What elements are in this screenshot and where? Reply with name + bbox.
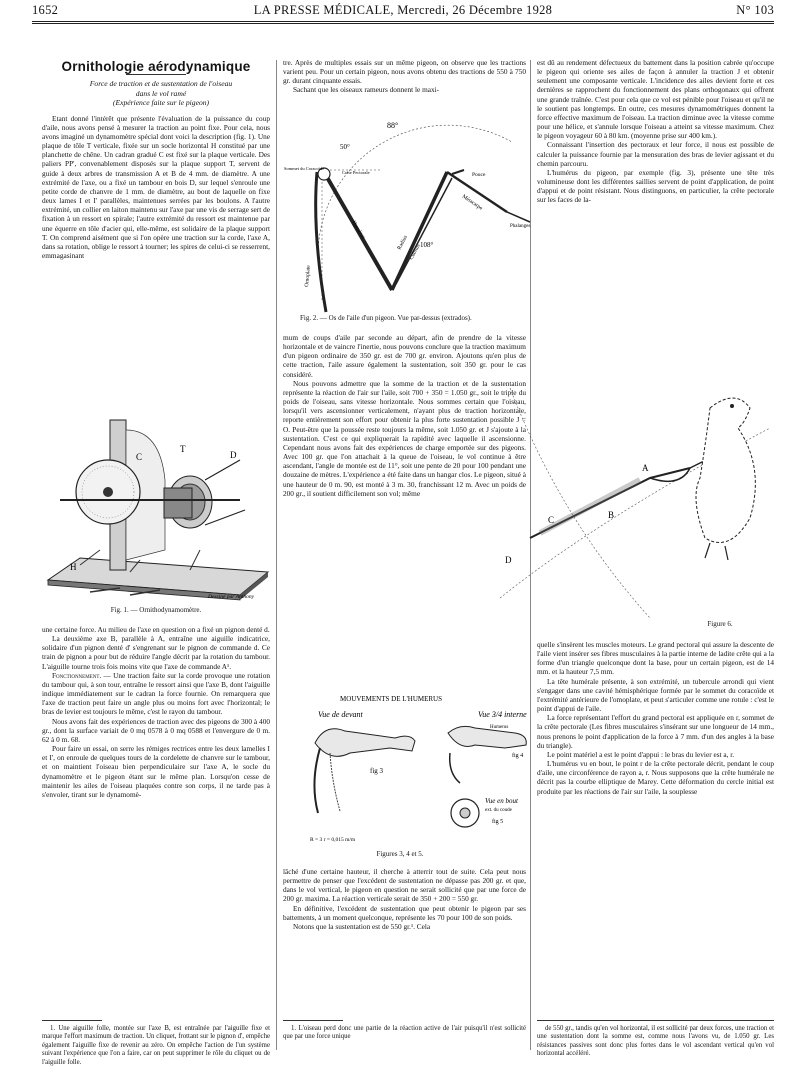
paragraph: Etant donné l'intérêt que présente l'évaluation de la puissance du coup d'aile, nous avons pensé à mesurer la traction au point fixe. Pour cela, nous avons imaginé un dynamomètre spécial dont voici la description (fig. 1). Une plaque de tôle T verticale, fixée sur un socle horizontal H constitué par une planchette de chêne. Un cadran gradué C est fixé sur la plaque verticale. Des paliers PP', convenablement disposés sur la plaque support T, servent de guide à deux arbres de transmission A et B de 4 mm. de diamètre. A une extrémité de l'axe, ou a fixé un tambour en bois D, sur lequel s'enroule une petite corde de chanvre de 1 mm. de diamètre, au bout de laquelle on fixe deux lames I et I' parallèles, maintenues serrées par les boulons. A l'autre extrémité, un collier en laiton maintenu sur l'axe par une vis de serrage sert de fixation à un ressort en spirale; l'autre extrémité du ressort est maintenue par une équerre en tôle d'acier qui, elle-même, est solidaire de la plaque support T. On comprend aisément que si l'on opère une traction sur la corde, l'axe A, dans sa rotation, oblige le ressort à tourner; les spires de celui-ci se resserrent, emmagasinant — [42, 113, 270, 260]
subtitle: (Expérience faite sur le pigeon) — [112, 98, 210, 108]
footnote-col1 — [42, 1025, 270, 1073]
paragraph: tre. Après de multiples essais sur un même pigeon, on observe que les tractions varient peu. Pour un certain pigeon, nous avons obtenu des tractions de 550 à 750 gr. durant cinquante essais. — [283, 58, 526, 86]
title-rule — [126, 74, 186, 75]
article-title: Ornithologie aérodynamique — [61, 59, 251, 74]
paragraph: mum de coups d'aile par seconde au départ, afin de prendre de la vitesse horizontale et de vaincre l'inertie, nous pouvons conclure que la traction maximum d'un pigeon ordinaire de 350 gr. est de 700 gr. environ. Ajoutons qu'en plus de cette traction, l'aile assure également la sustentation, soit 350 gr. pour le cas considéré. — [283, 333, 526, 379]
fig2-label-cubitus: Cubitus — [408, 243, 422, 261]
fig2-label-phalanges: Phalanges — [510, 224, 531, 229]
fig4-humerus-label: Humerus — [490, 725, 509, 730]
footnote: 1. Une aiguille folle, montée sur l'axe B, est entraînée par l'aiguille fixe et marque l'effort maximum de traction. Un cliquet, frottant sur le pignon d', empêche également l'aiguille fixe de revenir au zéro. On empêche l'action de l'un système suivant l'expérience que l'on a faire, car on peut supprimer le rôle du cliquet ou de l'aiguille folle. — [42, 1025, 270, 1066]
section-label: Fonctionnement. — [52, 670, 102, 680]
paragraph: une certaine force. Au milieu de l'axe en question on a fixé un pignon denté d. — [42, 625, 270, 634]
paragraph: lâché d'une certaine hauteur, il cherche à atterrir tout de suite. Cela peut nous permettre de penser que l'excédent de sustentation ne dépasse pas 200 gr. et que, dans le vol vertical, le pigeon en question ne serait sollicité que par une force de 200 gr. maxima. La réaction verticale serait de 350 + 200 = 550 gr. — [283, 867, 526, 904]
fig6-label-c: C — [548, 515, 555, 525]
paragraph: Nous pouvons admettre que la somme de la traction et de la sustentation représente la réaction de l'air sur l'aile, soit 700 + 350 = 1.050 gr., soit le triple du poids de l'oiseau, sans vitesse horizontale. Nous sommes certain que l'oiseau, lorsqu'il vers ascensionner verticalement, n'ayant plus de traction horizontale, reporte entièrement son effort pour obtenir la plus forte sustentation possible J = O. Peut-être que la poussée reste toujours la même, soit 1.050 gr. et J s'ajoute à la sustentation. C'est ce qui expliquerait la rapidité avec laquelle il ascensionne. Cependant nous avons fait des expériences de charge emportée sur des pigeons. Avec 100 gr. que l'on attachait à la queue de l'oiseau, le vol continue à être ascendant, l'angle de montée est de 11°, soit une pente de 20 pour 100 pendant une douzaine de mètres. L'expérience a été faite dans un hangar clos. Le pigeon, situé à une hauteur de 0 m. 90, est monté à 3 m. 30, franchissant 12 m. Avec un poids de 200 gr., il soutient difficilement son vol; même — [283, 378, 526, 498]
issue-number: N° 103 — [736, 3, 774, 17]
header-rule-2 — [32, 23, 774, 24]
fig3-view-label: Vue de devant — [318, 710, 363, 719]
fig1-label-h: H — [70, 562, 77, 572]
fig5-view-label: Vue en bout — [485, 797, 518, 805]
fig4-view-label: Vue 3/4 interne — [478, 710, 527, 719]
fig2-label-metacarpe: Métacarpe — [460, 193, 484, 212]
subtitle: dans le vol ramé — [135, 88, 187, 98]
paragraph: quelle s'insèrent les muscles moteurs. Le grand pectoral qui assure la descente de l'aile vient insérer ses fibres musculaires à la partie interne de ladite crête qui a la forme d'un triangle quelconque dont la base, pour un certain pigeon, est de 14 mm. et la hauteur 7,5 mm. — [537, 640, 774, 677]
footnote: 1. L'oiseau perd donc une partie de la réaction active de l'air puisqu'il n'est sollicité que par une force unique — [283, 1025, 526, 1041]
fig1-label-d: D — [230, 450, 237, 460]
paragraph: La force représentant l'effort du grand pectoral est appliquée en r, sommet de la crête pectorale (Les fibres musculaires s'insérant sur une longueur de 14 mm., nous prenons le point d'application de la force à 7 mm. d'un des angles à la base du triangle). — [537, 713, 774, 750]
fig5-view-sublabel: ext. du coude — [485, 808, 512, 813]
fig2-label-pouce: Pouce — [472, 172, 486, 178]
column-3-top — [537, 58, 774, 363]
fig2-label-radius: Radius — [396, 234, 409, 251]
paragraph: Nous avons fait des expériences de traction avec des pigeons de 300 à 400 gr., dont la surface variait de 0 mq 0578 à 0 mq 0588 et l'envergure de 0 m. 62 à 0 m. 68. — [42, 716, 270, 744]
page-header — [32, 3, 774, 20]
paragraph: La tête humérale présente, à son extrémité, un tubercule arrondi qui vient s'engager dans une cavité hémisphérique formée par le sommet du coracoïde et l'extrémité antérieure de l'omoplate, et peut s'articuler comme une rotule : c'est le point d'appui de l'aile. — [537, 676, 774, 714]
footnote-rule — [537, 1020, 774, 1021]
footnote-rule — [42, 1020, 102, 1021]
paragraph: est dû au rendement défectueux du battement dans la position cabrée qu'occupe le pigeon qui oriente ses ailes de façon à annuler la traction J et obtenir seulement une composante verticale. L'incidence des ailes devient forte et ces dernières se rapprochent du fonctionnement des plans orthogonaux qui offrent une grande traînée. C'est pour cela que ce vol est pénible pour l'oiseau et qu'il ne le soutient pas longtemps. En outre, ces mesures dynamométriques donnent la force effective maximum de l'oiseau. La traction diminue avec la vitesse comme pour une hélice, et s'annule lorsque l'oiseau a atteint sa vitesse maximum. Chez le pigeon voyageur 60 à 80 km. (moyenne prise sur 400 km.). — [537, 58, 774, 141]
paragraph: Connaissant l'insertion des pectoraux et leur force, il nous est possible de calculer la puissance fournie par la mensuration des bras de levier agissant et du chemin parcouru. — [537, 140, 774, 168]
figure-1-caption: Fig. 1. — Ornithodynamomètre. — [110, 606, 202, 614]
figures-3-4-5-caption: Figures 3, 4 et 5. — [376, 850, 424, 858]
footnote-col3 — [537, 1025, 774, 1073]
footnote-col2 — [283, 1025, 526, 1073]
figure-6-caption: Figure 6. — [707, 620, 733, 628]
fig2-angle-108: 108° — [420, 241, 434, 249]
paragraph: Le point matériel a est le point d'appui : le bras du levier est a, r. — [547, 749, 735, 759]
fig2-angle-50: 50° — [340, 143, 350, 151]
fig2-label-humerus: Humérus — [350, 219, 367, 241]
fig5-label: fig 5 — [492, 819, 504, 825]
fig6-label-b: B — [608, 510, 615, 520]
figure-2-wing-bones — [282, 112, 532, 318]
column-2-bottom — [283, 867, 526, 1017]
figures-3-4-5-humerus — [300, 693, 535, 848]
column-1-bottom — [42, 625, 270, 1015]
fig2-label-omoplate: Omoplate — [304, 265, 312, 288]
fig345-title: MOUVEMENTS DE L'HUMERUS — [340, 695, 442, 703]
fig3-formula: R = 3 r = 0,015 m/m — [310, 837, 356, 843]
paragraph: La deuxième axe B, parallèle à A, entraîne une aiguille indicatrice, solidaire d'un pignon denté d' s'engrenant sur le pignon de commande d. Ce train de pignon a pour but de réduire l'angle décrit par la rotation du tambour. L'aiguille tourne trois fois moins vite que l'axe de commande A¹. — [42, 634, 270, 671]
column-1-top — [42, 58, 270, 398]
paragraph: — Une traction faite sur la corde provoque une rotation du tambour qui, à son tour, entraîne le ressort ainsi que l'axe B, dont l'aiguille indique immédiatement sur le cadran la force fournie. On remarquera que l'axe de traction peut faire un angle plus ou moins fort avec l'horizontal; le bras de levier est toujours le même, c'est le rayon du tambour. — [42, 670, 270, 717]
fig6-label-d: D — [505, 555, 512, 565]
figure-6-wing-diagram — [500, 368, 778, 628]
column-2-top — [283, 58, 526, 113]
fig2-label-crete: Crête Pectorale — [342, 170, 370, 175]
paragraph: Sachant que les oiseaux rameurs donnent le maxi- — [293, 85, 440, 95]
fig2-angle-88: 88° — [387, 121, 399, 130]
footnote-rule — [283, 1020, 343, 1021]
column-2-middle — [283, 333, 526, 693]
column-rule — [276, 60, 277, 1050]
fig4-label: fig 4 — [512, 753, 524, 759]
paragraph: Pour faire un essai, on serre les rémiges rectrices entre les deux lamelles I et I', on enroule de quelques tours de la cordelette de chanvre sur le tambour, et on maintient l'oiseau bien perpendiculaire sur l'axe A, le socle du dynamomètre et le pigeon étant sur le même plan. Lorsqu'on cesse de maintenir les ailes de l'oiseau plaquées contre son corps, il ne tarde pas à s'envoler, tirant sur le dynamomè- — [42, 744, 270, 799]
paragraph: En définitive, l'excédent de sustentation que peut obtenir le pigeon par ses battements, à un moment quelconque, représente les 70 pour 100 de son poids. — [283, 903, 526, 922]
paragraph: L'humérus vu en bout, le point r de la crête pectorale décrit, pendant le coup d'aile, une circonférence de rayon a, r. Nous supposons que la crête humérale ne décrit pas la courbe elliptique de Marey. Cette déformation du cercle initial est produite par les réactions de l'air sur l'aile, la souplesse — [537, 759, 774, 796]
fig2-label-coracoide: Sommet du Coracoïde — [284, 166, 325, 171]
fig6-label-a: A — [642, 463, 649, 473]
fig1-label-c: C — [136, 452, 143, 462]
fig1-label-t: T — [180, 444, 186, 454]
journal-title: LA PRESSE MÉDICALE, Mercredi, 26 Décembre 1928 — [253, 3, 553, 17]
column-3-bottom — [537, 640, 774, 1015]
footnote: de 550 gr., tandis qu'en vol horizontal, il est sollicité par deux forces, une traction et une sustentation dont la somme est, comme nous l'avons vu, de 1.050 gr. Les résistances passives sont donc plus fortes dans le vol ascendant vertical qu'en vol horizontal accéléré. — [537, 1025, 774, 1058]
figure-2-caption: Fig. 2. — Os de l'aile d'un pigeon. Vue par-dessus (extrados). — [300, 314, 472, 322]
header-rule — [32, 21, 774, 22]
page-number: 1652 — [32, 3, 59, 17]
paragraph: Notons que la sustentation est de 550 gr.¹. Cela — [293, 921, 431, 931]
subtitle: Force de traction et de sustentation de l'oiseau — [89, 79, 233, 89]
figure-1-dynamometer — [40, 400, 272, 605]
fig1-signature: Dessiné par Anthony — [208, 594, 255, 600]
paragraph: L'humérus du pigeon, par exemple (fig. 3), présente une tête très volumineuse dont les différentes saillies servent de point d'application, de point d'appui et de point résistant. Nous distinguons, en particulier, la crête pectorale sur les faces de la- — [537, 167, 774, 205]
fig3-label: fig 3 — [370, 767, 384, 775]
